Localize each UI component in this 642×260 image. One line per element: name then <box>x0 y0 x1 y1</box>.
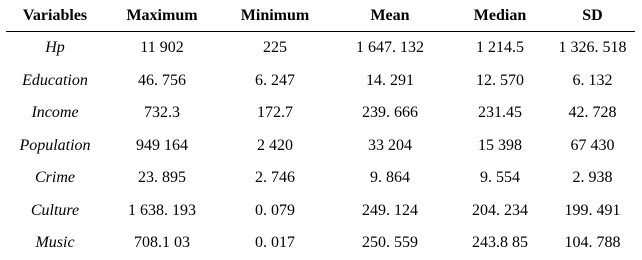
table-body <box>6 32 635 260</box>
table-row <box>6 130 635 163</box>
cell-maximum: 708.1 03 <box>134 234 190 252</box>
header-sd: SD <box>550 0 635 32</box>
cell-mean: 14. 291 <box>366 71 414 89</box>
cell-mean: 239. 666 <box>362 104 418 122</box>
header-row <box>6 0 635 32</box>
cell-maximum: 46. 756 <box>138 71 186 89</box>
cell-sd: 199. 491 <box>564 201 621 219</box>
cell-maximum: 11 902 <box>140 39 184 57</box>
row-variable-name: Music <box>35 234 75 252</box>
table-row <box>6 162 635 195</box>
cell-minimum: 6. 247 <box>255 71 295 89</box>
row-variable-name: Income <box>31 104 79 122</box>
cell-mean: 9. 864 <box>370 169 410 187</box>
table-row <box>6 97 635 130</box>
table-header <box>6 0 635 32</box>
cell-median: 243.8 85 <box>472 234 528 252</box>
cell-mean: 249. 124 <box>362 201 418 219</box>
row-variable-name: Hp <box>45 39 65 57</box>
cell-minimum: 2. 746 <box>255 169 295 187</box>
cell-minimum: 225 <box>263 39 287 57</box>
row-variable-name: Crime <box>35 169 75 187</box>
table-row <box>6 65 635 98</box>
cell-maximum: 949 164 <box>136 136 188 154</box>
cell-sd: 6. 132 <box>572 71 613 89</box>
cell-sd: 2. 938 <box>572 169 613 187</box>
cell-sd: 67 430 <box>570 136 615 154</box>
cell-maximum: 1 638. 193 <box>128 201 196 219</box>
cell-sd: 104. 788 <box>564 234 621 252</box>
cell-median: 1 214.5 <box>476 39 524 57</box>
cell-mean: 1 647. 132 <box>356 39 424 57</box>
cell-median: 15 398 <box>478 136 522 154</box>
cell-minimum: 0. 017 <box>255 234 295 252</box>
header-median: Median <box>450 0 550 32</box>
cell-median: 231.45 <box>478 104 522 122</box>
row-variable-name: Culture <box>30 201 80 219</box>
row-variable-name: Education <box>22 71 88 89</box>
cell-minimum: 0. 079 <box>255 201 295 219</box>
cell-minimum: 172.7 <box>257 104 293 122</box>
cell-mean: 33 204 <box>368 136 412 154</box>
cell-minimum: 2 420 <box>257 136 293 154</box>
cell-median: 12. 570 <box>476 71 524 89</box>
descriptive-statistics-table <box>6 0 635 260</box>
header-variables: Variables <box>6 0 104 32</box>
table-row <box>6 195 635 228</box>
header-maximum: Maximum <box>104 0 220 32</box>
cell-maximum: 23. 895 <box>138 169 186 187</box>
cell-mean: 250. 559 <box>362 234 418 252</box>
cell-sd: 42. 728 <box>568 104 617 122</box>
cell-median: 204. 234 <box>472 201 528 219</box>
header-minimum: Minimum <box>220 0 330 32</box>
table-row <box>6 227 635 260</box>
header-mean: Mean <box>330 0 450 32</box>
table-row <box>6 32 635 65</box>
cell-median: 9. 554 <box>480 169 520 187</box>
cell-maximum: 732.3 <box>144 104 180 122</box>
row-variable-name: Population <box>19 136 91 154</box>
cell-sd: 1 326. 518 <box>558 39 627 57</box>
